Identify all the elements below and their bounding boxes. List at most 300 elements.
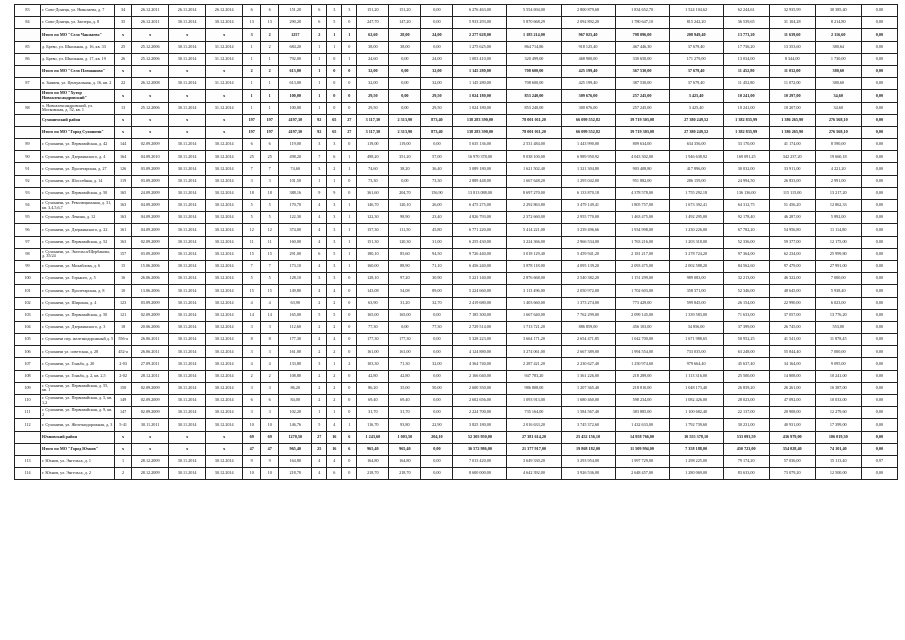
value-cell: 358 371,00 <box>669 285 723 297</box>
value-cell: 276 568,10 <box>815 126 861 138</box>
value-cell: 2 002 588,20 <box>669 260 723 272</box>
row-number-cell: 99 <box>15 260 41 272</box>
value-cell: 36 539,65 <box>723 17 769 29</box>
value-cell: 133,80 <box>279 358 312 370</box>
value-cell: 1 185 214,00 <box>507 29 561 41</box>
value-cell: 9 <box>261 455 279 467</box>
value-cell: x <box>169 65 206 77</box>
value-cell: 0,00 <box>861 309 897 321</box>
value-cell: 1 621 502,40 <box>507 163 561 175</box>
value-cell: 0,00 <box>421 5 453 17</box>
value-cell: 26.06.2011 <box>132 346 169 358</box>
value-cell: 11 452,80 <box>723 78 769 90</box>
value-cell: 65 <box>327 126 342 138</box>
value-cell: 8 697 270,00 <box>507 187 561 199</box>
value-cell: 34,60 <box>815 102 861 114</box>
value-cell: 2 <box>261 29 279 41</box>
value-cell: x <box>132 126 169 138</box>
value-cell: 30.11.2014 <box>169 260 206 272</box>
value-cell: 63,90 <box>279 297 312 309</box>
value-cell: 37 679,40 <box>669 65 723 77</box>
value-cell: 27 380 249,52 <box>669 126 723 138</box>
value-cell: x <box>115 29 132 41</box>
value-cell: 84,00 <box>279 395 312 407</box>
value-cell: 30.11.2014 <box>169 151 206 163</box>
value-cell: 1 463 475,00 <box>615 212 669 224</box>
table-row <box>15 5 898 17</box>
row-number-cell <box>15 65 41 77</box>
value-cell: 30.12.2014 <box>206 163 243 175</box>
value-cell: 25.12.2006 <box>132 53 169 65</box>
value-cell: 792,00 <box>279 53 312 65</box>
value-cell: 84 562,60 <box>723 260 769 272</box>
value-cell: 10 555 378,10 <box>669 431 723 443</box>
table-row <box>15 78 898 90</box>
value-cell: 03.09.2009 <box>132 297 169 309</box>
value-cell: 0 <box>342 370 357 382</box>
value-cell: 556-а <box>115 334 132 346</box>
value-cell: 13 813 088,00 <box>453 187 507 199</box>
value-cell: 24.09.2009 <box>132 187 169 199</box>
value-cell: 30.12.2014 <box>206 212 243 224</box>
value-cell: 0,00 <box>421 17 453 29</box>
value-cell: 46 322,00 <box>769 273 815 285</box>
value-cell: 160,00 <box>357 260 389 272</box>
value-cell: 1 145 280,00 <box>453 65 507 77</box>
value-cell: 27 381 614,20 <box>507 431 561 443</box>
value-cell: 48 645,00 <box>769 285 815 297</box>
value-cell: 4 378 578,00 <box>615 187 669 199</box>
value-cell: 147,20 <box>389 17 421 29</box>
value-cell: 14 <box>261 309 279 321</box>
value-cell: 66 099 552,82 <box>561 126 615 138</box>
value-cell: 498,20 <box>279 151 312 163</box>
value-cell: 290,20 <box>279 17 312 29</box>
value-cell: 71 633,00 <box>723 309 769 321</box>
address-cell: г. Сухиничи, ул. Первомайская, д. 9, кв. 2 <box>41 407 115 419</box>
value-cell: 02.09.2009 <box>132 309 169 321</box>
value-cell: 30.11.2014 <box>169 395 206 407</box>
value-cell: 0,00 <box>861 443 897 455</box>
value-cell: 30.11.2014 <box>169 200 206 212</box>
value-cell: 2 092 892,20 <box>561 17 615 29</box>
value-cell: 15 <box>261 285 279 297</box>
value-cell: 32 935,99 <box>769 5 815 17</box>
value-cell: 634 356,00 <box>669 139 723 151</box>
value-cell: 161,00 <box>389 346 421 358</box>
value-cell: 30.12.2014 <box>206 139 243 151</box>
value-cell: 10 033,00 <box>815 395 861 407</box>
value-cell: 13 <box>115 102 132 114</box>
value-cell: 1 <box>261 78 279 90</box>
value-cell: 2 876 668,00 <box>507 273 561 285</box>
value-cell: 2 181 217,00 <box>615 248 669 260</box>
value-cell: x <box>169 126 206 138</box>
value-cell: 903 408,80 <box>615 163 669 175</box>
value-cell: 2 600 350,00 <box>453 382 507 394</box>
value-cell: 24,00 <box>421 53 453 65</box>
value-cell: 0 <box>342 273 357 285</box>
value-cell: 3 113 496,00 <box>507 285 561 297</box>
value-cell: 27 <box>342 126 357 138</box>
value-cell: 161,00 <box>357 346 389 358</box>
row-number-cell: 113 <box>15 455 41 467</box>
table-row <box>15 163 898 175</box>
value-cell: 62 234,00 <box>769 248 815 260</box>
value-cell: 0,00 <box>861 236 897 248</box>
value-cell: 6 023,00 <box>815 297 861 309</box>
value-cell: 34,60 <box>815 90 861 102</box>
table-row <box>15 382 898 394</box>
value-cell: 138 283 390,00 <box>453 114 507 126</box>
value-cell: 54,08 <box>389 285 421 297</box>
value-cell: 947 783,20 <box>507 370 561 382</box>
value-cell: 119,00 <box>279 139 312 151</box>
value-cell: 77,30 <box>357 321 389 333</box>
value-cell: 468 900,00 <box>561 53 615 65</box>
value-cell: 0 <box>342 41 357 53</box>
value-cell: 1 151 299,00 <box>615 273 669 285</box>
row-number-cell: 111 <box>15 407 41 419</box>
value-cell: 31 104,28 <box>769 17 815 29</box>
value-cell: 7 <box>312 151 327 163</box>
value-cell: 3 <box>261 321 279 333</box>
value-cell: 177,30 <box>389 334 421 346</box>
value-cell: 69,40 <box>357 395 389 407</box>
value-cell: 4 043 302,00 <box>615 151 669 163</box>
value-cell: 32,00 <box>357 78 389 90</box>
data-table <box>14 4 898 480</box>
value-cell: 6 255 430,00 <box>453 236 507 248</box>
value-cell: 330 650,00 <box>615 53 669 65</box>
value-cell: 30.12.2014 <box>206 358 243 370</box>
value-cell: 17 736,20 <box>723 41 769 53</box>
value-cell: 13 <box>243 17 261 29</box>
value-cell: 4 124 880,00 <box>453 346 507 358</box>
value-cell: 5 <box>327 309 342 321</box>
address-cell: Итого по МО "Село Плешаново" <box>41 65 115 77</box>
value-cell: 12 279,60 <box>815 407 861 419</box>
value-cell: 735 164,00 <box>507 407 561 419</box>
value-cell: 452-а <box>115 346 132 358</box>
value-cell: 97,20 <box>389 273 421 285</box>
table-row <box>15 248 898 260</box>
value-cell: 30 385,40 <box>815 5 861 17</box>
value-cell: 20.06.2006 <box>132 321 169 333</box>
value-cell: 31.12.2014 <box>206 53 243 65</box>
value-cell: 456 103,00 <box>615 321 669 333</box>
value-cell: 2 <box>312 297 327 309</box>
value-cell: 50,00 <box>421 382 453 394</box>
value-cell: 04.09.2009 <box>132 200 169 212</box>
value-cell: 4 826 793,00 <box>453 212 507 224</box>
value-cell: 4 <box>312 224 327 236</box>
value-cell: 5 328 223,00 <box>453 334 507 346</box>
value-cell: x <box>132 65 169 77</box>
value-cell: 3 878 118,00 <box>507 260 561 272</box>
value-cell: 119,00 <box>357 139 389 151</box>
value-cell: 119,00 <box>389 139 421 151</box>
value-cell: 31,20 <box>389 297 421 309</box>
value-cell: 12 <box>243 224 261 236</box>
value-cell: 0,00 <box>421 395 453 407</box>
value-cell: 157 <box>115 248 132 260</box>
value-cell: 64 312,75 <box>723 200 769 212</box>
row-number-cell <box>15 126 41 138</box>
value-cell: 1 805 757,00 <box>615 200 669 212</box>
value-cell: 4 <box>312 334 327 346</box>
value-cell: 30.11.2014 <box>169 468 206 480</box>
value-cell: 25 999,80 <box>815 248 861 260</box>
value-cell: 18 <box>115 321 132 333</box>
value-cell: 9 726 440,00 <box>453 248 507 260</box>
subtotal-row <box>15 65 898 77</box>
value-cell: 2 <box>327 163 342 175</box>
value-cell: 1 250 974,60 <box>615 358 669 370</box>
value-cell: 2 <box>327 297 342 309</box>
value-cell: 85,60 <box>389 248 421 260</box>
value-cell: 22,90 <box>421 419 453 431</box>
value-cell: 5 <box>243 212 261 224</box>
value-cell: 0,00 <box>861 370 897 382</box>
value-cell: 6 <box>243 395 261 407</box>
value-cell: 1 373 274,00 <box>561 297 615 309</box>
row-number-cell: 90 <box>15 151 41 163</box>
value-cell: 986 808,00 <box>507 382 561 394</box>
value-cell: 6 276 463,00 <box>453 5 507 17</box>
value-cell: 10 <box>243 419 261 431</box>
value-cell: 165,00 <box>389 309 421 321</box>
value-cell: 30.12.2014 <box>206 297 243 309</box>
value-cell: 815 242,20 <box>669 17 723 29</box>
value-cell: 2 <box>312 395 327 407</box>
value-cell: 161,00 <box>279 346 312 358</box>
value-cell: 0,00 <box>861 78 897 90</box>
value-cell: 21 377 917,00 <box>507 443 561 455</box>
value-cell: 30.11.2014 <box>169 248 206 260</box>
value-cell: 965,40 <box>389 443 421 455</box>
value-cell: 1 <box>312 65 327 77</box>
table-row <box>15 395 898 407</box>
value-cell: 1 298 225,00 <box>669 455 723 467</box>
value-cell: 34 856,00 <box>669 321 723 333</box>
value-cell: 169 091,25 <box>723 151 769 163</box>
address-cell: Юхновский район <box>41 431 115 443</box>
value-cell: 8 <box>261 334 279 346</box>
value-cell: 1 492 295,00 <box>669 212 723 224</box>
address-cell: г. Юхнов, ул. Энгельса, д. 1 <box>41 455 115 467</box>
value-cell: 157,30 <box>357 224 389 236</box>
value-cell: 0,00 <box>861 297 897 309</box>
value-cell: 2 <box>261 370 279 382</box>
value-cell: 218 289,00 <box>615 370 669 382</box>
value-cell: 86,20 <box>357 382 389 394</box>
value-cell: 0,00 <box>861 41 897 53</box>
value-cell: 1 145 280,00 <box>453 78 507 90</box>
value-cell: 6 <box>312 17 327 29</box>
value-cell: 04.09.2009 <box>132 224 169 236</box>
value-cell: 30.11.2014 <box>169 285 206 297</box>
value-cell: 86,20 <box>279 382 312 394</box>
value-cell: 3 <box>327 260 342 272</box>
value-cell: 5 <box>261 200 279 212</box>
value-cell: 10 207,00 <box>769 102 815 114</box>
value-cell: 31.12.2014 <box>206 41 243 53</box>
value-cell: 374,00 <box>279 224 312 236</box>
value-cell: 3 089 180,00 <box>453 163 507 175</box>
value-cell: 6 <box>312 5 327 17</box>
value-cell: 3 926 536,00 <box>561 468 615 480</box>
value-cell: 97 364,00 <box>723 248 769 260</box>
value-cell: 4 <box>261 358 279 370</box>
table-row <box>15 468 898 480</box>
value-cell: 15 <box>243 285 261 297</box>
value-cell: 1257 <box>279 29 312 41</box>
value-cell: 0 <box>327 53 342 65</box>
value-cell: 1 <box>243 53 261 65</box>
value-cell: 5 <box>261 273 279 285</box>
value-cell: 2 <box>327 370 342 382</box>
value-cell: 78 001 011,20 <box>507 114 561 126</box>
value-cell: x <box>115 90 132 102</box>
value-cell: 26.12.2011 <box>132 5 169 17</box>
value-cell: 1 280 069,00 <box>669 468 723 480</box>
value-cell: 5 938,40 <box>815 285 861 297</box>
value-cell: 0,00 <box>861 17 897 29</box>
value-cell: 0,00 <box>421 346 453 358</box>
address-cell: г. Сухиничи, ул. Первомайская, д. 5, кв. 1,2 <box>41 395 115 407</box>
value-cell: 24,00 <box>421 29 453 41</box>
value-cell: 0,00 <box>861 175 897 187</box>
value-cell: 45,80 <box>421 224 453 236</box>
value-cell: 2 667 389,00 <box>561 346 615 358</box>
value-cell: 0 <box>327 102 342 114</box>
value-cell: 2 654 471,85 <box>561 334 615 346</box>
value-cell: 18 <box>261 187 279 199</box>
value-cell: 94,50 <box>421 248 453 260</box>
value-cell: 29,50 <box>421 102 453 114</box>
value-cell: 101,50 <box>279 175 312 187</box>
value-cell: 30.11.2014 <box>169 309 206 321</box>
value-cell: 1 680 460,00 <box>561 395 615 407</box>
value-cell: 151,20 <box>279 5 312 17</box>
value-cell: 13 353,60 <box>769 41 815 53</box>
value-cell: 180,10 <box>357 248 389 260</box>
value-cell: 52 336,00 <box>723 236 769 248</box>
value-cell: 0,00 <box>389 53 421 65</box>
value-cell: 2 <box>327 382 342 394</box>
value-cell: 30.11.2014 <box>169 455 206 467</box>
value-cell: 32 213,00 <box>723 273 769 285</box>
value-cell: 0,00 <box>861 407 897 419</box>
value-cell: 4197,30 <box>279 114 312 126</box>
value-cell: 4 <box>243 358 261 370</box>
value-cell: 1 <box>243 41 261 53</box>
value-cell: 1 024 180,00 <box>453 102 507 114</box>
value-cell: 100,00 <box>279 102 312 114</box>
value-cell: 1 946 638,92 <box>669 151 723 163</box>
value-cell: 29,50 <box>421 90 453 102</box>
value-cell: 62,60 <box>357 29 389 41</box>
value-cell: 27 <box>312 431 327 443</box>
address-cell: г. Сухиничи пер. железнодорожный д. 5 <box>41 334 115 346</box>
value-cell: 03.09.2009 <box>132 175 169 187</box>
value-cell: x <box>206 114 243 126</box>
value-cell: 126 <box>115 163 132 175</box>
value-cell: 71,30 <box>389 358 421 370</box>
value-cell: 93,80 <box>389 419 421 431</box>
value-cell: 218,70 <box>357 468 389 480</box>
value-cell: 0,00 <box>389 175 421 187</box>
value-cell: 0 <box>342 78 357 90</box>
value-cell: 3 117,30 <box>357 114 389 126</box>
value-cell: 4 <box>312 212 327 224</box>
value-cell: 1 584 567,40 <box>561 407 615 419</box>
value-cell: 8 590,00 <box>815 139 861 151</box>
table-row <box>15 419 898 431</box>
value-cell: 1 <box>312 78 327 90</box>
table-row <box>15 358 898 370</box>
value-cell: 30.11.2014 <box>169 382 206 394</box>
value-cell: 0,00 <box>861 187 897 199</box>
value-cell: 13 <box>261 17 279 29</box>
value-cell: x <box>206 29 243 41</box>
value-cell: 3 <box>243 407 261 419</box>
address-cell: Сухиничский район <box>41 114 115 126</box>
value-cell: 0 <box>342 65 357 77</box>
value-cell: 30.11.2014 <box>169 236 206 248</box>
row-number-cell: 86 <box>15 53 41 65</box>
value-cell: 2 313,90 <box>389 126 421 138</box>
value-cell: 0,00 <box>389 321 421 333</box>
value-cell: 1 <box>243 102 261 114</box>
value-cell: 11 509 994,00 <box>615 443 669 455</box>
value-cell: 16 970 378,00 <box>453 151 507 163</box>
value-cell: 146,70 <box>357 200 389 212</box>
value-cell: 1 <box>261 102 279 114</box>
value-cell: 3 <box>243 346 261 358</box>
value-cell: 1 <box>312 175 327 187</box>
value-cell: 30.12.2014 <box>206 285 243 297</box>
value-cell: 965,40 <box>279 443 312 455</box>
address-cell: г. Сухиничи, ул. Энгельса/Щербакова, д. 35/24 <box>41 248 115 260</box>
value-cell: 92 <box>312 114 327 126</box>
value-cell: 6 <box>312 248 327 260</box>
value-cell: 128,10 <box>357 273 389 285</box>
value-cell: 34 <box>115 5 132 17</box>
value-cell: 1 <box>342 151 357 163</box>
value-cell: 2 966 534,00 <box>561 236 615 248</box>
value-cell: 257 245,00 <box>615 102 669 114</box>
value-cell: 5 <box>261 212 279 224</box>
value-cell: 30.11.2014 <box>169 102 206 114</box>
value-cell: 79 174,20 <box>723 455 769 467</box>
value-cell: 4 <box>312 468 327 480</box>
value-cell: 1 <box>261 90 279 102</box>
value-cell: 0 <box>342 17 357 29</box>
value-cell: 123 <box>115 297 132 309</box>
value-cell: 2 287 421,20 <box>507 358 561 370</box>
value-cell: 0,00 <box>861 163 897 175</box>
value-cell: 30.11.2014 <box>169 53 206 65</box>
row-number-cell: 112 <box>15 419 41 431</box>
value-cell: 66 099 552,82 <box>561 114 615 126</box>
value-cell: 12 500,00 <box>815 468 861 480</box>
value-cell: 1 780 647,10 <box>615 17 669 29</box>
value-cell: 2 955 770,00 <box>561 212 615 224</box>
value-cell: 89,00 <box>421 285 453 297</box>
value-cell: 3 664 171,20 <box>507 334 561 346</box>
